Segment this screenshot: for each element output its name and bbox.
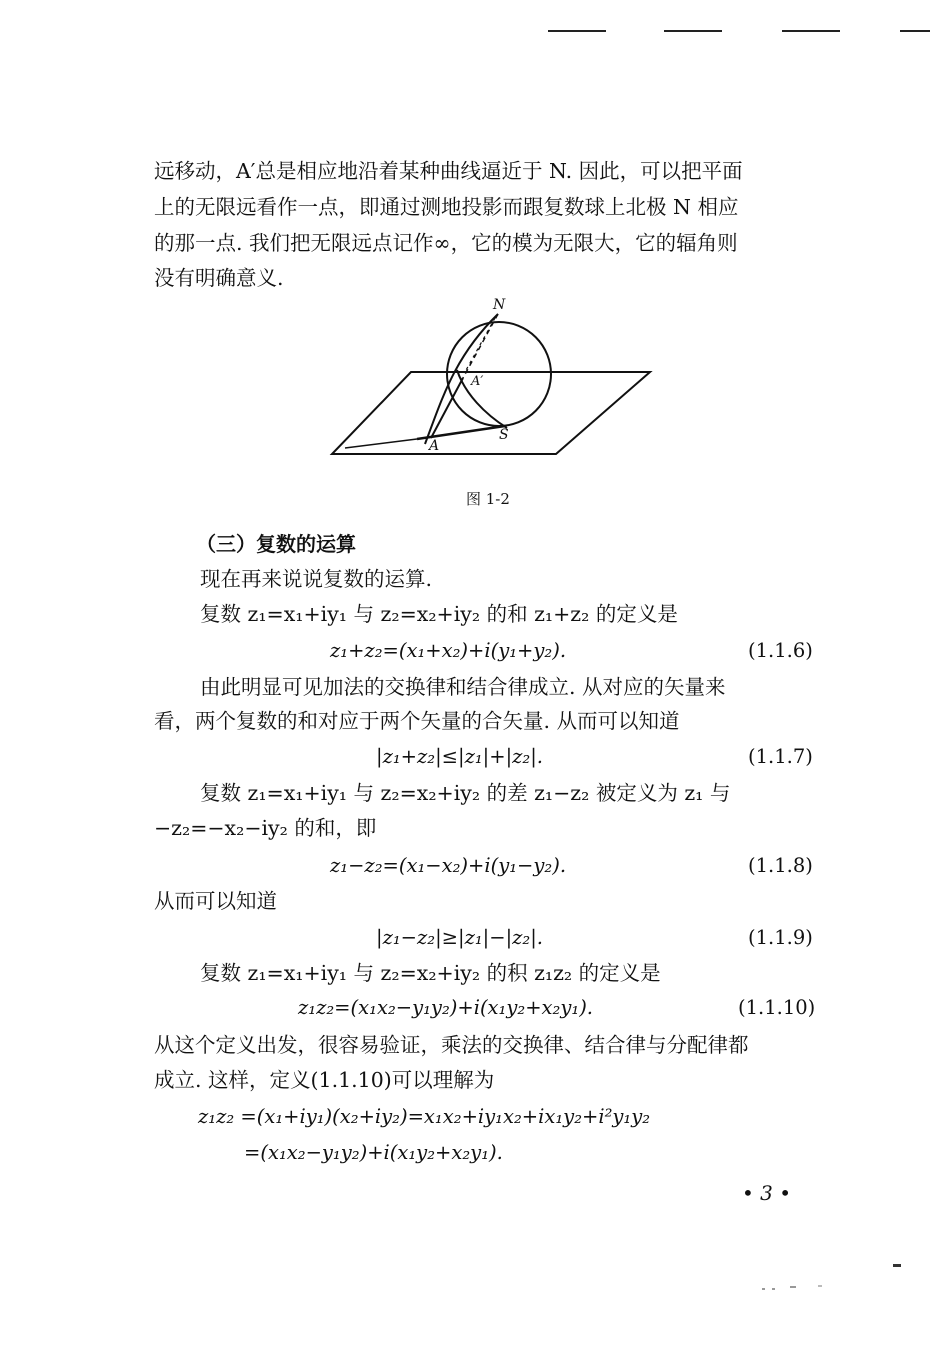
text-line: 复数 z₁=x₁+iy₁ 与 z₂=x₂+iy₂ 的积 z₁z₂ 的定义是 xyxy=(200,961,661,985)
header-rule-4 xyxy=(900,30,930,32)
stereographic-projection-figure xyxy=(325,296,660,466)
label-A-prime: A′ xyxy=(471,374,484,389)
text-line: 看，两个复数的和对应于两个矢量的合矢量. 从而可以知道 xyxy=(154,709,680,733)
scan-speck xyxy=(790,1286,796,1288)
paragraph-line: 上的无限远看作一点，即通过测地投影而跟复数球上北极 N 相应 xyxy=(154,195,739,219)
equation: z₁z₂=(x₁x₂−y₁y₂)+i(x₁y₂+x₂y₁). xyxy=(298,996,593,1019)
text-line: 复数 z₁=x₁+iy₁ 与 z₂=x₂+iy₂ 的差 z₁−z₂ 被定义为 z₁ 与 xyxy=(200,781,731,805)
paragraph-line: 的那一点. 我们把无限远点记作∞，它的模为无限大，它的辐角则 xyxy=(154,231,738,255)
header-rule-3 xyxy=(782,30,840,32)
header-rule-1 xyxy=(548,30,606,32)
label-S: S xyxy=(499,427,509,443)
text-line: 复数 z₁=x₁+iy₁ 与 z₂=x₂+iy₂ 的和 z₁+z₂ 的定义是 xyxy=(200,602,678,626)
projection-line-dashed-1 xyxy=(463,314,498,378)
section-heading: （三）复数的运算 xyxy=(196,532,356,556)
expansion-line-2: =(x₁x₂−y₁y₂)+i(x₁y₂+x₂y₁). xyxy=(244,1141,503,1164)
figure-caption: 图 1-2 xyxy=(466,490,510,508)
scan-speck xyxy=(772,1288,775,1290)
equation: |z₁−z₂|≥|z₁|−|z₂|. xyxy=(376,926,543,949)
text-line: −z₂=−x₂−iy₂ 的和，即 xyxy=(154,816,377,840)
text-line: 成立. 这样，定义(1.1.10)可以理解为 xyxy=(154,1068,495,1092)
text-line: 现在再来说说复数的运算. xyxy=(200,567,433,591)
paragraph-line: 没有明确意义. xyxy=(154,266,284,290)
expansion-line-1: z₁z₂ =(x₁+iy₁)(x₂+iy₂)=x₁x₂+iy₁x₂+ix₁y₂+i²y₁y₂ xyxy=(198,1105,651,1128)
equation-number: (1.1.6) xyxy=(748,639,813,662)
text-line: 从这个定义出发，很容易验证，乘法的交换律、结合律与分配律都 xyxy=(154,1033,749,1057)
equation: z₁+z₂=(x₁+x₂)+i(y₁+y₂). xyxy=(330,639,567,662)
paragraph-line: 远移动，A′总是相应地沿着某种曲线逼近于 N. 因此，可以把平面 xyxy=(154,159,743,183)
label-A: A xyxy=(429,438,440,454)
equation-number: (1.1.7) xyxy=(748,745,813,768)
text-line: 从而可以知道 xyxy=(154,889,277,913)
header-rule-2 xyxy=(664,30,722,32)
vector-tail xyxy=(345,439,417,448)
complex-plane xyxy=(332,372,650,454)
text-line: 由此明显可见加法的交换律和结合律成立. 从对应的矢量来 xyxy=(200,675,726,699)
equation: |z₁+z₂|≤|z₁|+|z₂|. xyxy=(376,745,543,768)
scan-speck xyxy=(762,1288,765,1290)
equation-number: (1.1.10) xyxy=(738,996,816,1019)
label-N: N xyxy=(493,297,506,313)
equation-number: (1.1.9) xyxy=(748,926,813,949)
riemann-sphere xyxy=(447,322,551,426)
scan-speck xyxy=(818,1285,822,1287)
scan-speck xyxy=(893,1264,901,1267)
equation-number: (1.1.8) xyxy=(748,854,813,877)
page-number: • 3 • xyxy=(742,1181,792,1205)
equation: z₁−z₂=(x₁−x₂)+i(y₁−y₂). xyxy=(330,854,567,877)
